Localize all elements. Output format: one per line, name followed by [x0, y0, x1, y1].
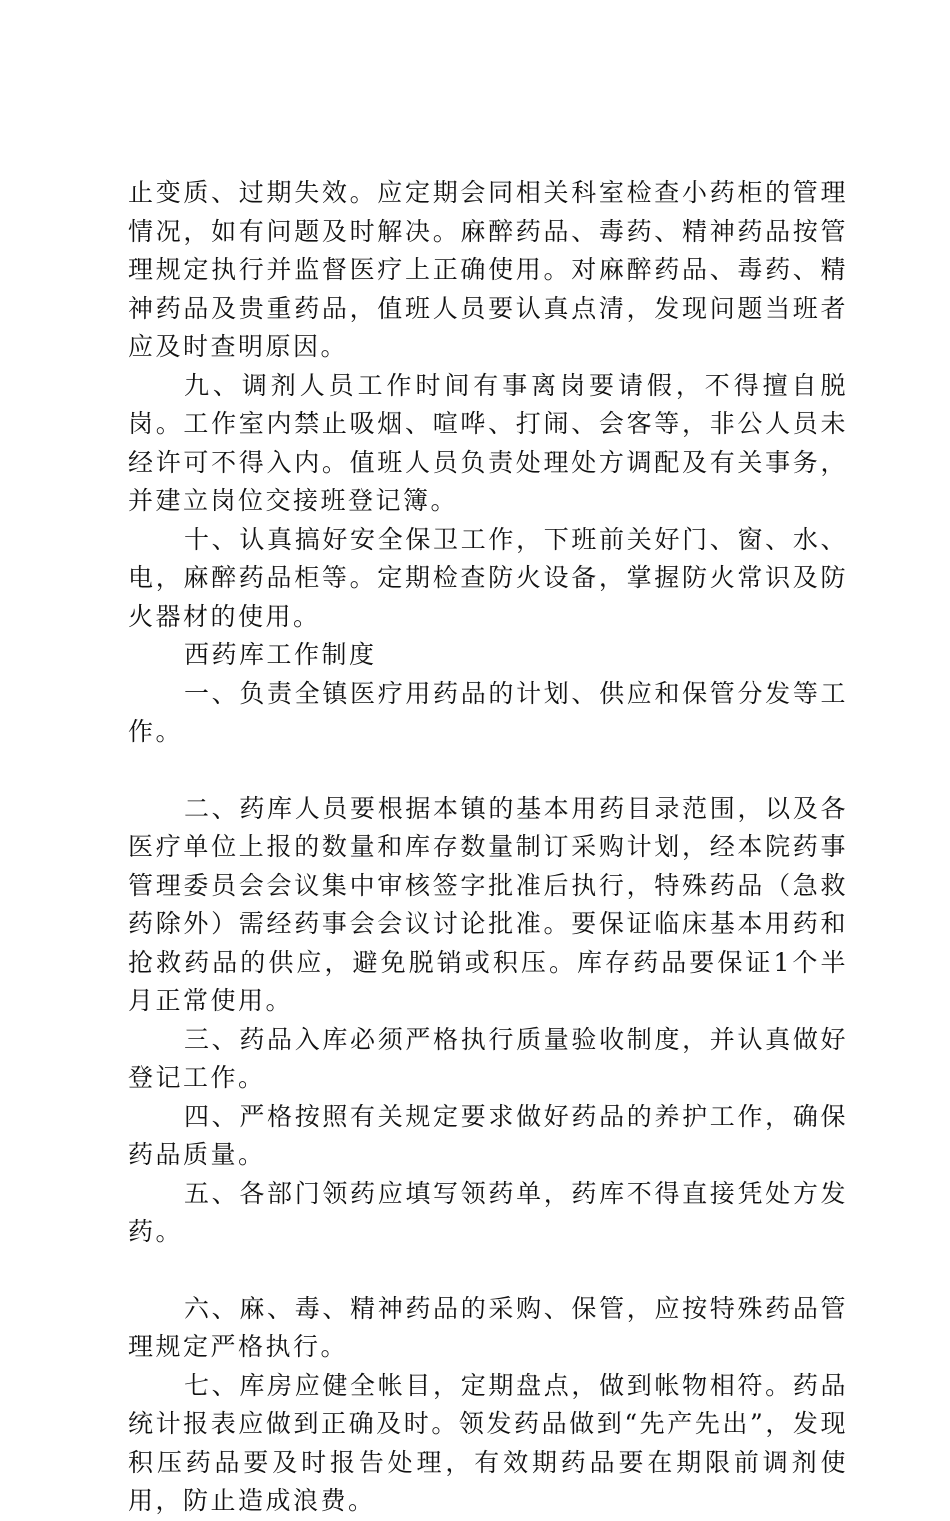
paragraph-warehouse-4: 四、严格按照有关规定要求做好药品的养护工作，确保药品质量。: [128, 1101, 848, 1169]
paragraph-continuation: 止变质、过期失效。应定期会同相关科室检查小药柜的管理情况，如有问题及时解决。麻醉药品、毒药、精神药品按管理规定执行并监督医疗上正确使用。对麻醉药品、毒药、精神药品及贵重药品，值班人员要认真点清，发现问题当班者应及时查明原因。: [128, 178, 848, 361]
paragraph-item-9: 九、调剂人员工作时间有事离岗要请假，不得擅自脱岗。工作室内禁止吸烟、喧哗、打闹、会客等，非公人员未经许可不得入内。值班人员负责处理处方调配及有关事务，并建立岗位交接班登记簿。: [128, 370, 848, 515]
paragraph-warehouse-1: 一、负责全镇医疗用药品的计划、供应和保管分发等工作。: [128, 678, 848, 746]
paragraph-warehouse-2: 二、药库人员要根据本镇的基本用药目录范围，以及各医疗单位上报的数量和库存数量制订采购计划，经本院药事管理委员会会议集中审核签字批准后执行，特殊药品（急救药除外）需经药事会会议讨论批准。要保证临床基本用药和抢救药品的供应，避免脱销或积压。库存药品要保证1个半月正常使用。: [128, 793, 848, 1015]
paragraph-item-10: 十、认真搞好安全保卫工作，下班前关好门、窗、水、电，麻醉药品柜等。定期检查防火设备，掌握防火常识及防火器材的使用。: [128, 524, 848, 631]
paragraph-warehouse-3: 三、药品入库必须严格执行质量验收制度，并认真做好登记工作。: [128, 1024, 848, 1092]
paragraph-warehouse-5: 五、各部门领药应填写领药单，药库不得直接凭处方发药。: [128, 1178, 848, 1246]
paragraph-warehouse-7: 七、库房应健全帐目，定期盘点，做到帐物相符。药品统计报表应做到正确及时。领发药品做到“先产先出”，发现积压药品要及时报告处理，有效期药品要在期限前调剂使用，防止造成浪费。: [128, 1370, 848, 1515]
section-heading: 西药库工作制度: [184, 640, 377, 669]
document-body: [128, 174, 848, 1521]
paragraph-warehouse-6: 六、麻、毒、精神药品的采购、保管，应按特殊药品管理规定严格执行。: [128, 1293, 848, 1361]
